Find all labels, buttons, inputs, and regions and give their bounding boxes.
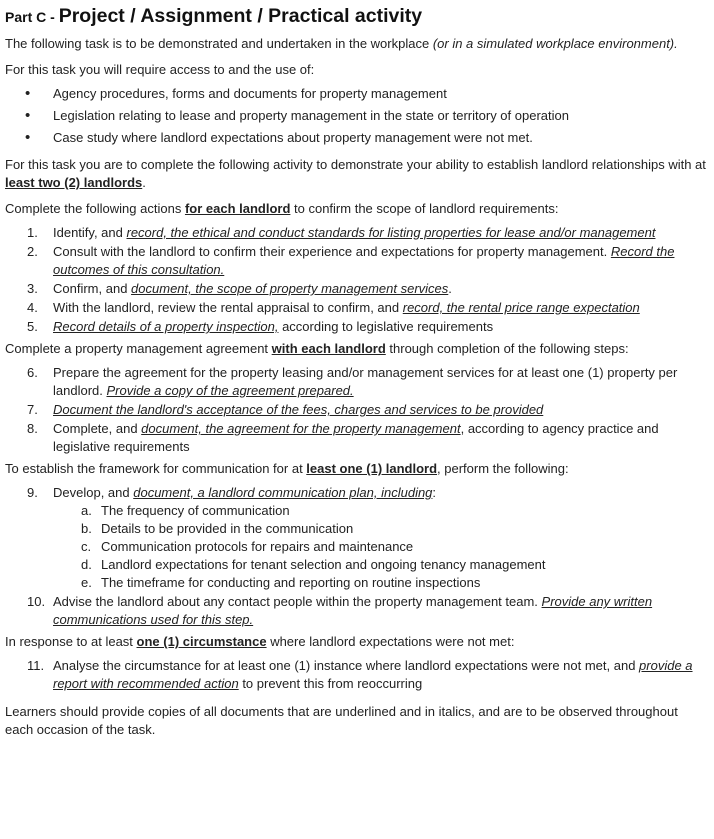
list-item: [5, 484, 706, 592]
item-underlined: document, a landlord communication plan, including: [133, 485, 433, 500]
sub-letter: b.: [81, 521, 92, 536]
sub-letter: c.: [81, 539, 92, 554]
list-item: [5, 299, 706, 317]
intro-italic: (or in a simulated workplace environment).: [432, 36, 678, 51]
item-text: Develop, and: [53, 485, 134, 500]
item-underlined: provide a report with recommended action: [53, 658, 693, 691]
item-post: to prevent this from reoccurring: [238, 676, 423, 691]
list-item: [5, 364, 706, 400]
sub-list: [53, 502, 706, 592]
intro-text: The following task is to be demonstrated and undertaken in the workplace: [5, 36, 433, 51]
item-post: , according to agency practice and legislative requirements: [53, 421, 659, 454]
item-number: 11.: [27, 658, 45, 673]
section2-lead-text: Complete a property management agreement: [5, 341, 272, 356]
item-number: 9.: [27, 485, 38, 500]
item-underlined: Provide any written communications used for this step.: [53, 594, 653, 627]
item-underlined: Record the outcomes of this consultation.: [53, 244, 675, 277]
activity-end: .: [142, 175, 146, 190]
sub-text: Communication protocols for repairs and maintenance: [101, 539, 414, 554]
item-underlined: document, the scope of property management services: [131, 281, 449, 296]
section1-lead: [5, 200, 706, 218]
sub-item: [5, 538, 706, 556]
item-underlined: Document the landlord's acceptance of the fees, charges and services to be provided: [53, 402, 544, 417]
footer-paragraph: Learners should provide copies of all documents that are underlined and in italics, and are to be observed throughout each occasion of the task.: [5, 704, 678, 737]
section3-list: [5, 484, 706, 629]
item-number: 1.: [27, 225, 38, 240]
sub-item: [5, 574, 706, 592]
section3-bold: least one (1) landlord: [306, 461, 438, 476]
item-text: Prepare the agreement for the property leasing and/or management services for at least one (1) property per landlord.: [53, 365, 678, 398]
list-item: • Case study where landlord expectations about property management were not met.: [5, 129, 706, 147]
section2-bold: with each landlord: [271, 341, 386, 356]
activity-paragraph: [5, 156, 706, 192]
sub-letter: e.: [81, 575, 92, 590]
title-main: Project / Assignment / Practical activity: [58, 5, 423, 27]
sub-letter: d.: [81, 557, 92, 572]
item-number: 4.: [27, 300, 38, 315]
activity-text: For this task you are to complete the following activity to demonstrate your ability to establish landlord relationships with at: [5, 157, 706, 172]
section2-list: [5, 364, 706, 456]
sub-text: Landlord expectations for tenant selection and ongoing tenancy management: [101, 557, 546, 572]
item-number: 8.: [27, 421, 38, 436]
section4-bold: one (1) circumstance: [136, 634, 267, 649]
item-text: Identify, and: [53, 225, 127, 240]
list-item: • Legislation relating to lease and property management in the state or territory of operation: [5, 107, 706, 125]
item-text: Advise the landlord about any contact people within the property management team.: [53, 594, 542, 609]
list-item: • Agency procedures, forms and documents for property management: [5, 85, 706, 103]
section3-lead-text: To establish the framework for communication for at: [5, 461, 307, 476]
item-text: Confirm, and: [53, 281, 132, 296]
item-post: according to legislative requirements: [278, 319, 494, 334]
section3-lead: [5, 460, 706, 478]
item-number: 7.: [27, 402, 38, 417]
section1-bold: for each landlord: [184, 201, 291, 216]
item-post: .: [448, 281, 452, 296]
section1-lead-text: Complete the following actions: [5, 201, 185, 216]
title-part: Part C -: [5, 9, 59, 25]
list-item: [5, 224, 706, 242]
section4-list: [5, 657, 706, 693]
item-underlined: Provide a copy of the agreement prepared.: [106, 383, 354, 398]
list-item: [5, 420, 706, 456]
list-item: [5, 401, 706, 419]
item-number: 2.: [27, 244, 38, 259]
item-number: 6.: [27, 365, 38, 380]
section1-list: [5, 224, 706, 336]
sub-text: The timeframe for conducting and reporting on routine inspections: [101, 575, 481, 590]
section4-tail: where landlord expectations were not met:: [266, 634, 515, 649]
item-text: Consult with the landlord to confirm their experience and expectations for property management.: [53, 244, 611, 259]
sub-item: [5, 502, 706, 520]
list-item: [5, 593, 706, 629]
section2-lead: [5, 340, 706, 358]
access-list: [5, 85, 706, 147]
list-item: [5, 657, 706, 693]
item-underlined: document, the agreement for the property management: [141, 421, 461, 436]
section3-tail: , perform the following:: [437, 461, 569, 476]
section4-lead-text: In response to at least: [5, 634, 137, 649]
sub-text: Details to be provided in the communication: [101, 521, 354, 536]
list-item: [5, 280, 706, 298]
intro-paragraph: [5, 35, 706, 53]
item-text: Analyse the circumstance for at least one (1) instance where landlord expectations were not met, and: [53, 658, 640, 673]
item-underlined: Record details of a property inspection,: [53, 319, 279, 334]
sub-item: [5, 520, 706, 538]
section2-tail: through completion of the following steps:: [385, 341, 629, 356]
list-item: [5, 243, 706, 279]
section1-tail: to confirm the scope of landlord requirements:: [290, 201, 559, 216]
item-underlined: record, the rental price range expectation: [402, 300, 640, 315]
item-text: With the landlord, review the rental appraisal to confirm, and: [53, 300, 403, 315]
item-number: 3.: [27, 281, 38, 296]
item-number: 5.: [27, 319, 38, 334]
item-post: :: [432, 485, 437, 500]
activity-bold: least two (2) landlords: [5, 175, 143, 190]
sub-item: [5, 556, 706, 574]
section4-lead: [5, 633, 706, 651]
item-text: Complete, and: [53, 421, 142, 436]
access-lead: For this task you will require access to and the use of:: [5, 62, 315, 77]
sub-letter: a.: [81, 503, 92, 518]
page-title: [5, 4, 706, 29]
item-number: 10.: [27, 594, 46, 609]
list-item: [5, 318, 706, 336]
item-underlined: record, the ethical and conduct standards for listing properties for lease and/or management: [126, 225, 656, 240]
sub-text: The frequency of communication: [101, 503, 290, 518]
